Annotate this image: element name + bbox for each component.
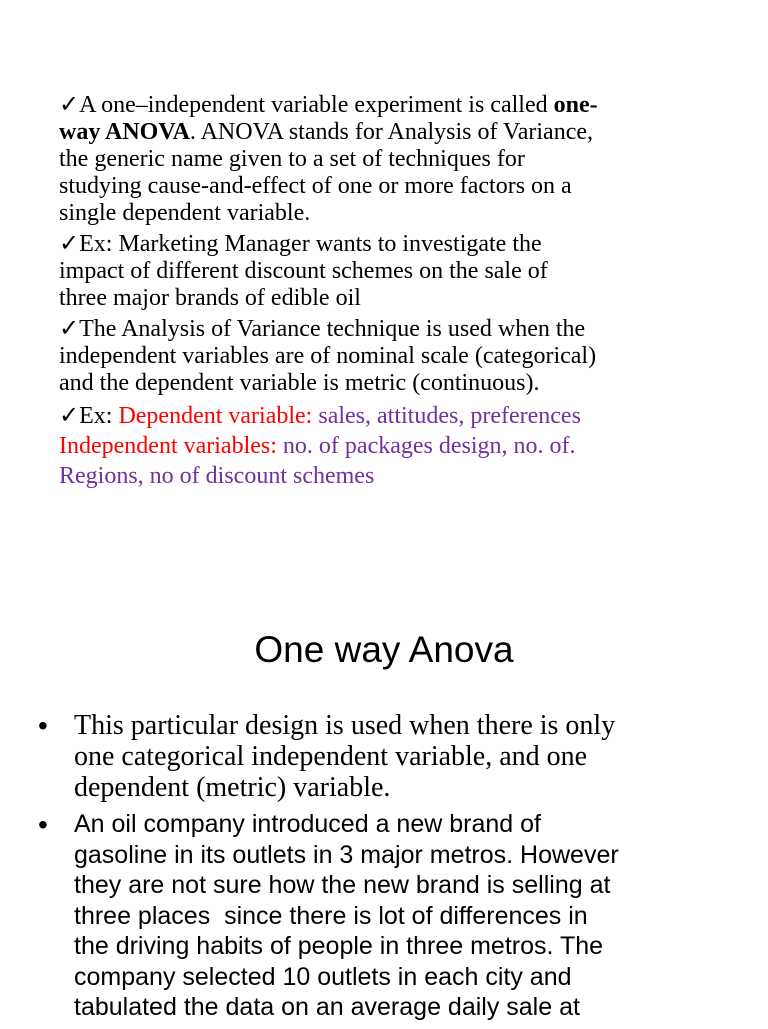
bullet-dot-icon: •: [38, 809, 48, 840]
definition-line-1-pre: A one–independent variable experiment is called: [79, 92, 554, 118]
technique-line-3: and the dependent variable is metric (continuous).: [59, 370, 540, 396]
technique-line-2: independent variables are of nominal scale (categorical): [59, 343, 597, 369]
oil-line-1: An oil company introduced a new brand of: [74, 810, 541, 838]
bullet-item-design: [38, 710, 738, 803]
bullet-dot-icon: •: [38, 710, 48, 741]
oil-line-5: the driving habits of people in three metros. The: [74, 932, 604, 960]
check-mark-icon: ✓: [59, 92, 80, 118]
paragraph-definition: [59, 92, 739, 227]
definition-bold-one: one-: [553, 92, 598, 118]
example-line-2: impact of different discount schemes on the sale of: [59, 258, 548, 284]
oil-line-2: gasoline in its outlets in 3 major metros. However: [74, 840, 619, 869]
oil-line-3: they are not sure how the new brand is selling at: [74, 871, 611, 899]
definition-line-4: studying cause-and-effect of one or more factors on a: [59, 173, 572, 199]
slide-title: One way Anova: [254, 629, 514, 670]
definition-line-5: single dependent variable.: [59, 200, 311, 226]
oil-line-4: three places since there is lot of differences in: [74, 901, 588, 930]
variables-ex-label: Ex:: [79, 403, 119, 429]
definition-line-2-post: . ANOVA stands for Analysis of Variance,: [189, 119, 593, 145]
check-mark-icon: ✓: [59, 316, 80, 342]
dependent-variable-values: sales, attitudes, preferences: [318, 403, 581, 429]
independent-variables-values-2: Regions, no of discount schemes: [59, 463, 375, 489]
technique-line-1: The Analysis of Variance technique is used when the: [79, 316, 586, 342]
design-line-1: This particular design is used when there is only: [74, 710, 616, 741]
dependent-variable-label: Dependent variable:: [118, 403, 319, 429]
intro-text-block: [59, 92, 739, 491]
oil-line-7: tabulated the data on an average daily sale at: [74, 993, 580, 1021]
definition-line-3: the generic name given to a set of techniques for: [59, 146, 525, 172]
example-line-1: Ex: Marketing Manager wants to investigate the: [79, 231, 542, 257]
bullet-list: [38, 710, 738, 1029]
check-mark-icon: ✓: [59, 231, 80, 257]
check-mark-icon: ✓: [59, 403, 80, 429]
independent-variables-label: Independent variables:: [59, 433, 283, 459]
paragraph-technique-usage: [59, 316, 739, 397]
design-line-3: dependent (metric) variable.: [74, 772, 391, 803]
bullet-item-oil-company: [38, 809, 738, 1023]
definition-bold-way-anova: way ANOVA: [59, 119, 190, 145]
paragraph-example-marketing: [59, 231, 739, 312]
paragraph-variables-example: [59, 401, 739, 491]
slide-one-way-anova: [0, 570, 768, 1024]
independent-variables-values-1: no. of packages design, no. of.: [282, 433, 576, 459]
design-line-2: one categorical independent variable, and one: [74, 741, 588, 772]
oil-line-6: company selected 10 outlets in each city and: [74, 962, 572, 991]
example-line-3: three major brands of edible oil: [59, 285, 361, 311]
